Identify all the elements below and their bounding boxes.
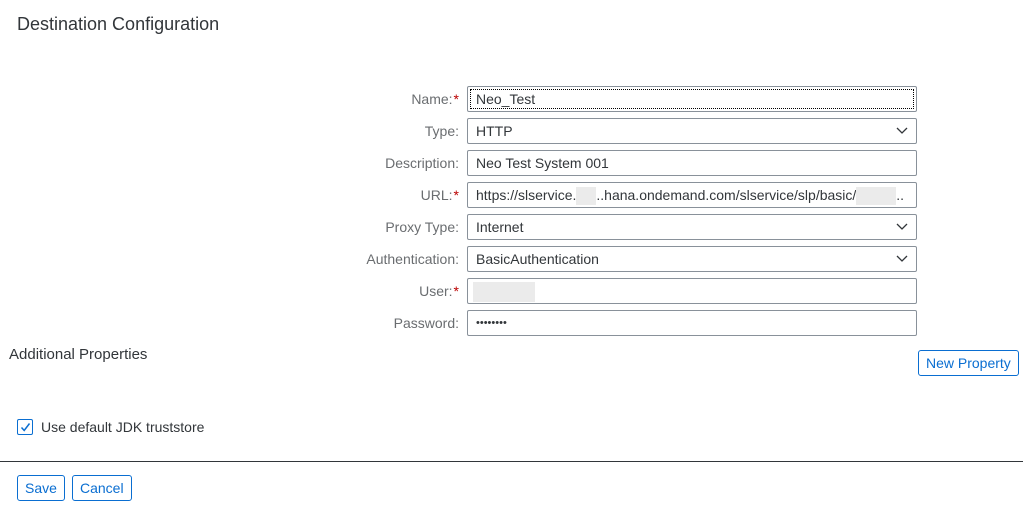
password-label: Password: (393, 315, 459, 331)
required-marker: * (453, 91, 459, 107)
page-title: Destination Configuration (17, 14, 220, 34)
proxy-type-label: Proxy Type: (385, 219, 459, 235)
chevron-down-icon (896, 222, 908, 232)
password-row (300, 310, 920, 336)
additional-properties-title: Additional Properties (9, 346, 148, 363)
type-label: Type: (424, 123, 459, 139)
chevron-down-icon (896, 126, 908, 136)
authentication-select[interactable] (467, 246, 917, 272)
name-row (300, 86, 920, 112)
type-select[interactable] (467, 118, 917, 144)
url-text-suffix: .. (896, 187, 905, 203)
name-input[interactable] (467, 86, 917, 112)
type-row (300, 118, 920, 144)
description-row (300, 150, 920, 176)
truststore-option[interactable] (17, 418, 204, 436)
footer-divider (0, 461, 1023, 462)
redacted-block (856, 187, 896, 205)
user-label: User:* (419, 283, 459, 299)
url-input[interactable] (467, 182, 917, 208)
required-marker: * (453, 283, 459, 299)
authentication-value: BasicAuthentication (476, 251, 599, 267)
name-label: Name:* (411, 91, 459, 107)
description-input[interactable] (467, 150, 917, 176)
proxy-type-row (300, 214, 920, 240)
authentication-label: Authentication: (366, 251, 459, 267)
truststore-checkbox[interactable] (17, 419, 33, 435)
proxy-type-value: Internet (476, 219, 524, 235)
user-row (300, 278, 920, 304)
user-input[interactable] (467, 278, 917, 304)
description-label: Description: (385, 155, 459, 171)
type-value: HTTP (476, 123, 513, 139)
url-row (300, 182, 920, 208)
chevron-down-icon (896, 254, 908, 264)
redacted-block (473, 282, 535, 302)
proxy-type-select[interactable] (467, 214, 917, 240)
required-marker: * (453, 187, 459, 203)
url-text-prefix: https://slservice. (476, 187, 577, 203)
url-text-middle: ..hana.ondemand.com/slservice/slp/basic/ (596, 187, 857, 203)
truststore-label: Use default JDK truststore (41, 419, 205, 435)
url-label: URL:* (420, 187, 459, 203)
password-input[interactable] (467, 310, 917, 336)
new-property-button[interactable]: New Property (918, 350, 1019, 376)
password-mask: •••••••• (476, 317, 507, 329)
redacted-block (576, 187, 596, 205)
authentication-row (300, 246, 920, 272)
save-button[interactable]: Save (17, 475, 65, 501)
checkmark-icon (20, 422, 31, 433)
cancel-button[interactable]: Cancel (72, 475, 132, 501)
